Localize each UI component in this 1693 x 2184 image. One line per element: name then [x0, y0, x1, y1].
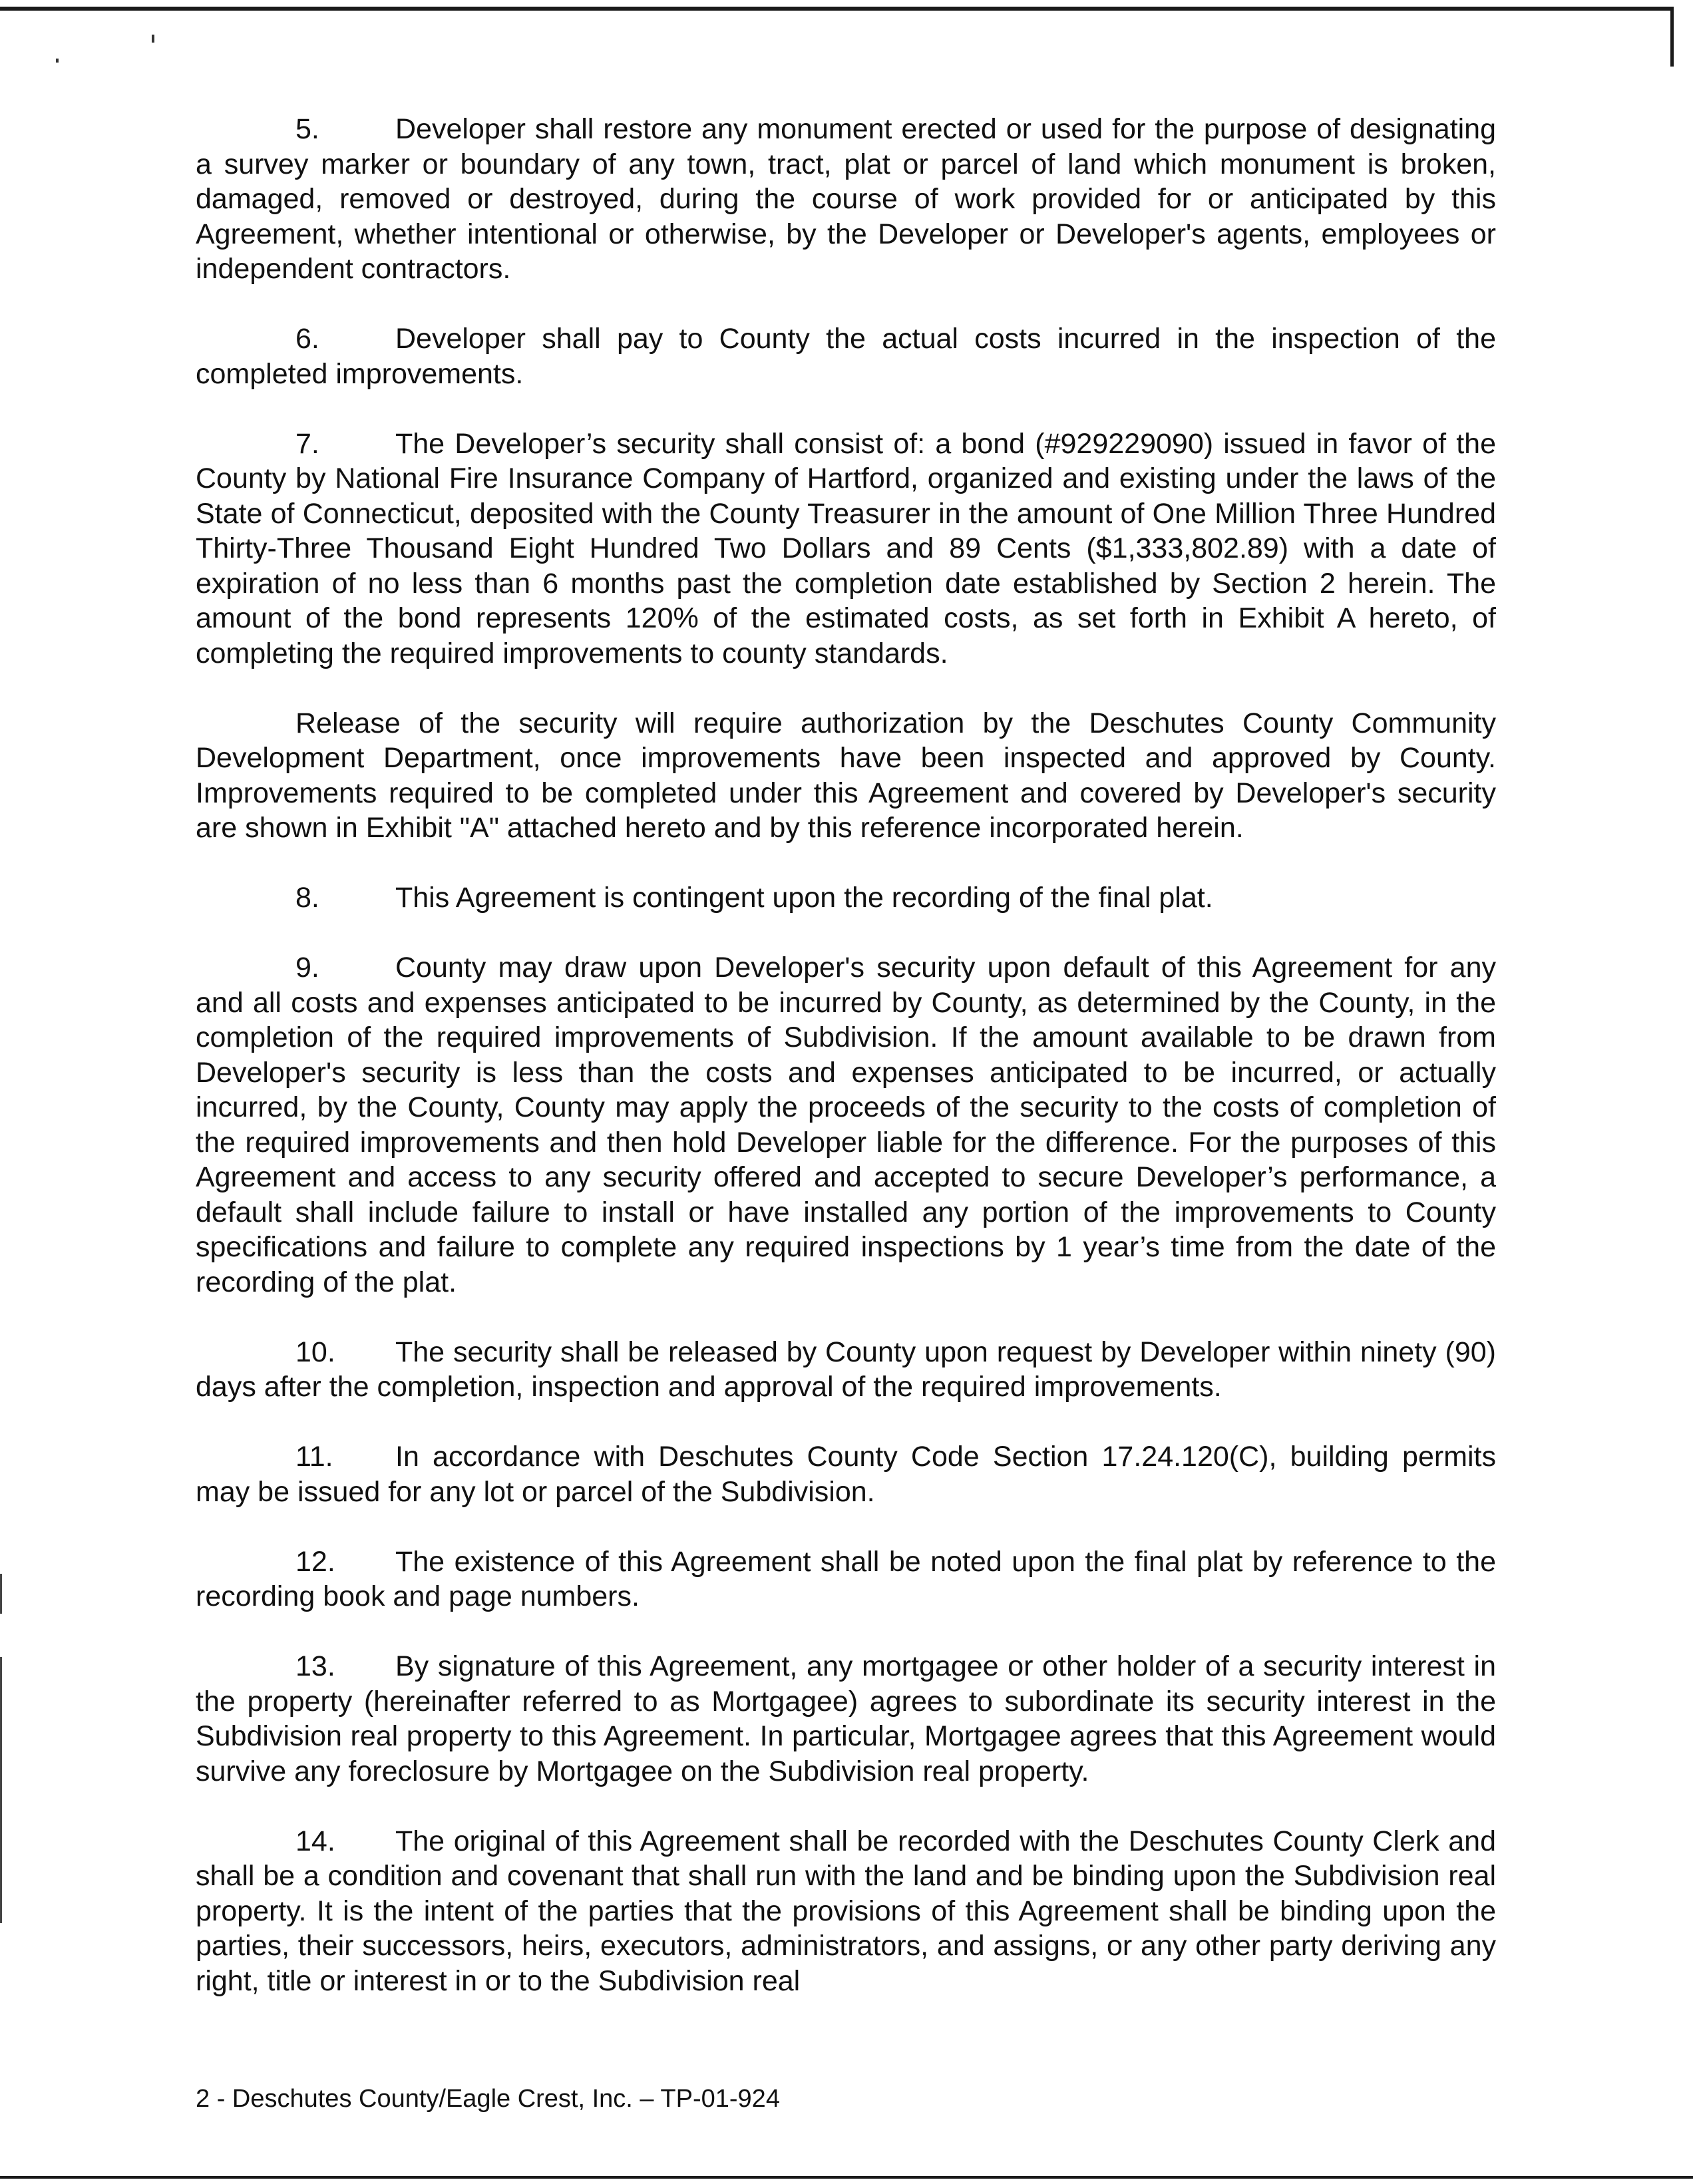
clause-number: 7. [295, 427, 319, 460]
clause-6 [196, 321, 1496, 391]
scan-speck [152, 35, 154, 43]
clause-number: 5. [295, 113, 319, 145]
clause-number: 6. [295, 323, 319, 355]
clause-text: This Agreement is contingent upon the recording of the final plat. [395, 882, 1213, 914]
clause-number: 13. [295, 1650, 335, 1682]
top-border-line [0, 7, 1670, 11]
clause-12 [196, 1545, 1496, 1614]
scan-edge-mark [0, 1657, 2, 1923]
clause-text: Release of the security will require authorization by the Deschutes County Community Development Department, once improvements have been inspected and approved by County. Improvements required to be completed under this Agreement and covered by Developer's security are shown in Exhibit "A" attached hereto and by this reference incorporated herein. [196, 707, 1496, 844]
clause-13 [196, 1649, 1496, 1789]
clause-10 [196, 1335, 1496, 1405]
clause-number: 9. [295, 952, 319, 984]
clause-text: In accordance with Deschutes County Code Section 17.24.120(C), building permits may be issued for any lot or parcel of the Subdivision. [196, 1441, 1496, 1508]
clause-5 [196, 112, 1496, 287]
clause-7 [196, 427, 1496, 671]
security-release-paragraph [196, 706, 1496, 846]
clause-text: Developer shall pay to County the actual costs incurred in the inspection of the completed improvements. [196, 323, 1496, 390]
clause-text: The security shall be released by County upon request by Developer within ninety (90) days after the completion, inspection and approval of the required improvements. [196, 1336, 1496, 1403]
clause-text: The Developer’s security shall consist of: a bond (#929229090) issued in favor of the County by National Fire Insurance Company of Hartford, organized and existing under the laws of the State of Connecticut, deposited with the County Treasurer in the amount of One Million Three Hundred Thirty-Three Thousand Eight Hundred Two Dollars and 89 Cents ($1,333,802.89) with a date of expiration of no less than 6 months past the completion date established by Section 2 herein. The amount of the bond represents 120% of the estimated costs, as set forth in Exhibit A hereto, of completing the required improvements to county standards. [196, 427, 1496, 669]
clause-9 [196, 950, 1496, 1300]
agreement-body [196, 112, 1496, 2034]
clause-text: Developer shall restore any monument erected or used for the purpose of designating a survey marker or boundary of any town, tract, plat or parcel of land which monument is broken, damaged, removed or destroyed, during the course of work provided for or anticipated by this Agreement, whether intentional or otherwise, by the Developer or Developer's agents, employees or independent contractors. [196, 113, 1496, 285]
scan-edge-mark [0, 1574, 2, 1614]
clause-11 [196, 1439, 1496, 1509]
clause-14 [196, 1824, 1496, 1999]
clause-text: By signature of this Agreement, any mortgagee or other holder of a security interest in the property (hereinafter referred to as Mortgagee) agrees to subordinate its security interest in the Subdivision real property to this Agreement. In particular, Mortgagee agrees that this Agreement would survive any foreclosure by Mortgagee on the Subdivision real property. [196, 1650, 1496, 1787]
page-footer: 2 - Deschutes County/Eagle Crest, Inc. – TP-01-924 [196, 2085, 780, 2113]
clause-number: 11. [295, 1441, 333, 1473]
clause-number: 8. [295, 882, 319, 914]
right-border-line [1670, 7, 1674, 67]
scan-speck [56, 59, 59, 63]
clause-text: County may draw upon Developer's security upon default of this Agreement for any and all costs and expenses anticipated to be incurred by County, as determined by the County, in the completion of the required improvements of Subdivision. If the amount available to be drawn from Developer's security is less than the costs and expenses anticipated to be incurred, or actually incurred, by the County, County may apply the proceeds of the security to the costs of completion of the required improvements and then hold Developer liable for the difference. For the purposes of this Agreement and access to any security offered and accepted to secure Developer’s performance, a default shall include failure to install or have installed any portion of the improvements to County specifications and failure to complete any required inspections by 1 year’s time from the date of the recording of the plat. [196, 952, 1496, 1298]
clause-text: The existence of this Agreement shall be noted upon the final plat by reference to the recording book and page numbers. [196, 1545, 1496, 1612]
clause-8 [196, 880, 1496, 916]
clause-number: 10. [295, 1336, 335, 1368]
bottom-border-line [0, 2176, 1693, 2179]
clause-number: 12. [295, 1545, 335, 1578]
clause-text: The original of this Agreement shall be recorded with the Deschutes County Clerk and shall be a condition and covenant that shall run with the land and be binding upon the Subdivision real property. It is the intent of the parties that the provisions of this Agreement shall be binding upon the parties, their successors, heirs, executors, administrators, and assigns, or any other party deriving any right, title or interest in or to the Subdivision real [196, 1825, 1496, 1997]
clause-number: 14. [295, 1825, 335, 1857]
